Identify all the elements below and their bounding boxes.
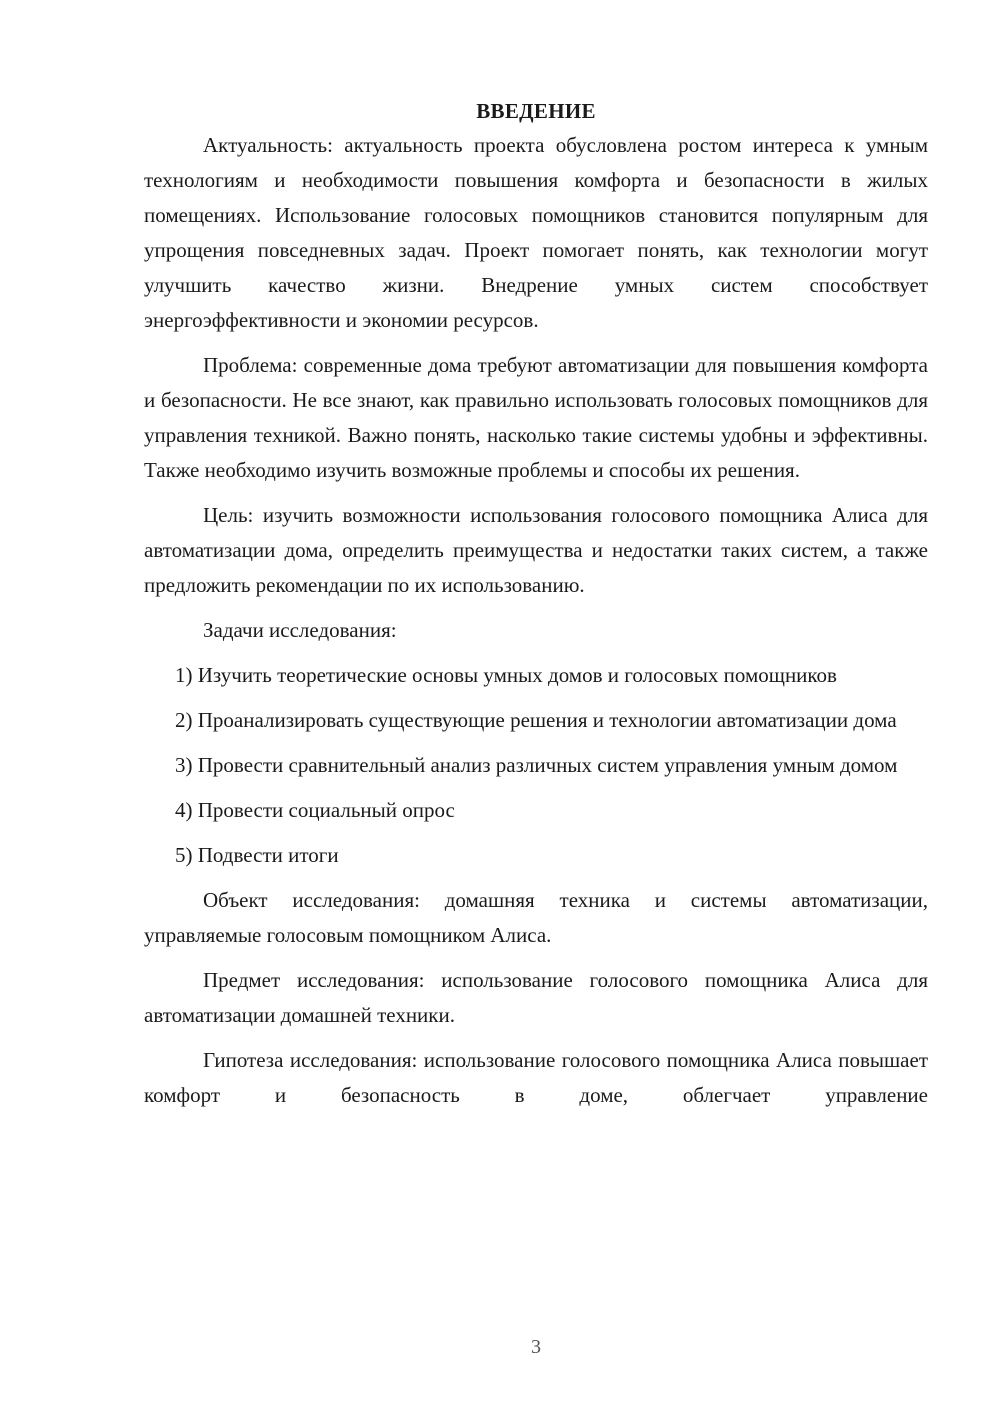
paragraph-goal: Цель: изучить возможности использования голосового помощника Алиса для автоматизации дома, определить преимущества и недостатки таких систем, а также предложить рекомендации по их использованию.	[144, 503, 928, 597]
page-number: 3	[531, 1336, 541, 1358]
paragraph-problem: Проблема: современные дома требуют автоматизации для повышения комфорта и безопасности. Не все знают, как правильно использовать голосовых помощников для управления техникой. Важно понять, насколько такие системы удобны и эффективны. Также необходимо изучить возможные проблемы и способы их решения.	[144, 353, 928, 482]
task-item-4: 4) Провести социальный опрос	[175, 798, 455, 822]
task-item-2: 2) Проанализировать существующие решения и технологии автоматизации дома	[175, 708, 897, 732]
paragraph-hypothesis: Гипотеза исследования: использование голосового помощника Алиса повышает комфорт и безопасность в доме, облегчает управление	[144, 1048, 928, 1107]
task-item-1: 1) Изучить теоретические основы умных домов и голосовых помощников	[175, 663, 837, 687]
paragraph-subject: Предмет исследования: использование голосового помощника Алиса для автоматизации домашней техники.	[144, 968, 928, 1027]
paragraph-object: Объект исследования: домашняя техника и системы автоматизации, управляемые голосовым помощником Алиса.	[144, 888, 928, 947]
page-title: ВВЕДЕНИЕ	[476, 99, 596, 123]
page-content	[144, 96, 928, 1123]
task-item-5: 5) Подвести итоги	[175, 843, 339, 867]
task-item-3: 3) Провести сравнительный анализ различных систем управления умным домом	[175, 753, 898, 777]
tasks-heading: Задачи исследования:	[203, 618, 397, 642]
paragraph-relevance: Актуальность: актуальность проекта обусловлена ростом интереса к умным технологиям и необходимости повышения комфорта и безопасности в жилых помещениях. Использование голосовых помощников становится популярным для упрощения повседневных задач. Проект помогает понять, как технологии могут улучшить качество жизни. Внедрение умных систем способствует энергоэффективности и экономии ресурсов.	[144, 133, 928, 332]
